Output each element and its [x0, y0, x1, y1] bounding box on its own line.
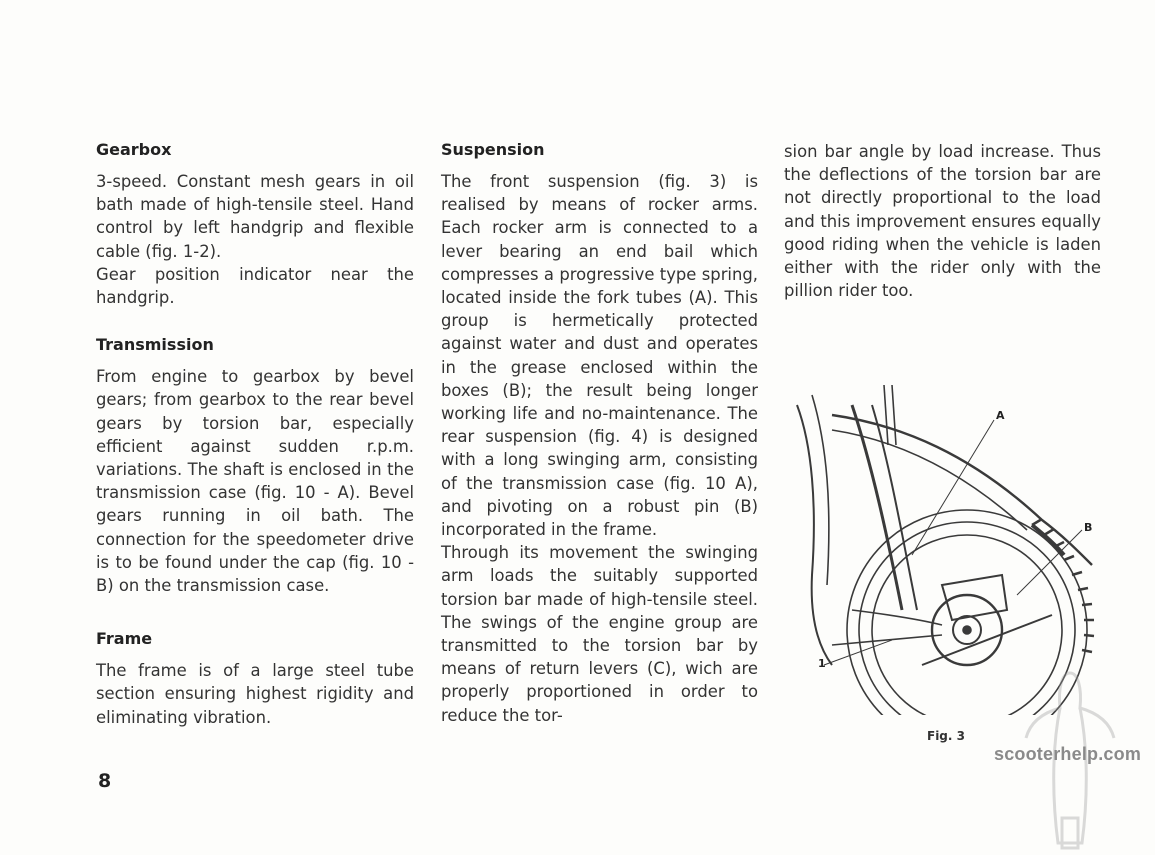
suspension-continuation: sion bar angle by load increase. Thus the deflections of the torsion bar are not directly proportional to the load and this improvement ensures equally good riding when the vehicle is laden either with the rider only with the pillion rider too.: [784, 142, 1101, 301]
gearbox-text: 3-speed. Constant mesh gears in oil bath made of high-tensile steel. Hand control by left handgrip and flexible cable (fig. 1-2).: [96, 172, 414, 261]
label-a: A: [996, 409, 1005, 422]
suspension-text-2: Through its movement the swinging arm loads the suitably supported torsion bar made of high-tensile steel. The swings of the engine group are transmitted to the torsion bar by means of return levers (C), wich are properly proportioned in order to reduce the tor-: [441, 543, 758, 725]
page-number: 8: [98, 770, 112, 792]
label-b: B: [1084, 521, 1093, 534]
suspension-heading: Suspension: [441, 140, 545, 159]
frame-text: The frame is of a large steel tube section ensuring highest rigidity and eliminating vibration.: [96, 661, 414, 727]
column-middle: [441, 140, 758, 727]
suspension-text: The front suspension (fig. 3) is realised by means of rocker arms. Each rocker arm is connected to a lever bearing an end bail which compresses a progressive type spring, located inside the fork tubes (A). This group is hermetically protected against water and dust and operates in the grease enclosed within the boxes (B); the result being longer working life and no-maintenance. The rear suspension (fig. 4) is designed with a long swinging arm, consisting of the transmission case (fig. 10 A), and pivoting on a robust pin (B) incorporated in the frame.: [441, 172, 758, 540]
column-right: [784, 140, 1101, 302]
figure-caption: Fig. 3: [927, 729, 965, 743]
watermark-text: scooterhelp.com: [994, 744, 1142, 764]
gearbox-heading: Gearbox: [96, 140, 172, 159]
label-1: 1: [818, 657, 826, 670]
transmission-text: From engine to gearbox by bevel gears; from gearbox to the rear bevel gears by torsion bar, especially efficient against sudden r.p.m. variations. The shaft is enclosed in the transmission case (fig. 10 - A). Bevel gears running in oil bath. The connection for the speedometer drive is to be found under the cap (fig. 10 - B) on the transmission case.: [96, 367, 414, 596]
gearbox-text-2: Gear position indicator near the handgrip.: [96, 264, 414, 308]
column-left: [96, 140, 414, 729]
frame-heading: Frame: [96, 629, 153, 649]
front-suspension-illustration: [792, 385, 1122, 715]
transmission-heading: Transmission: [96, 335, 214, 355]
